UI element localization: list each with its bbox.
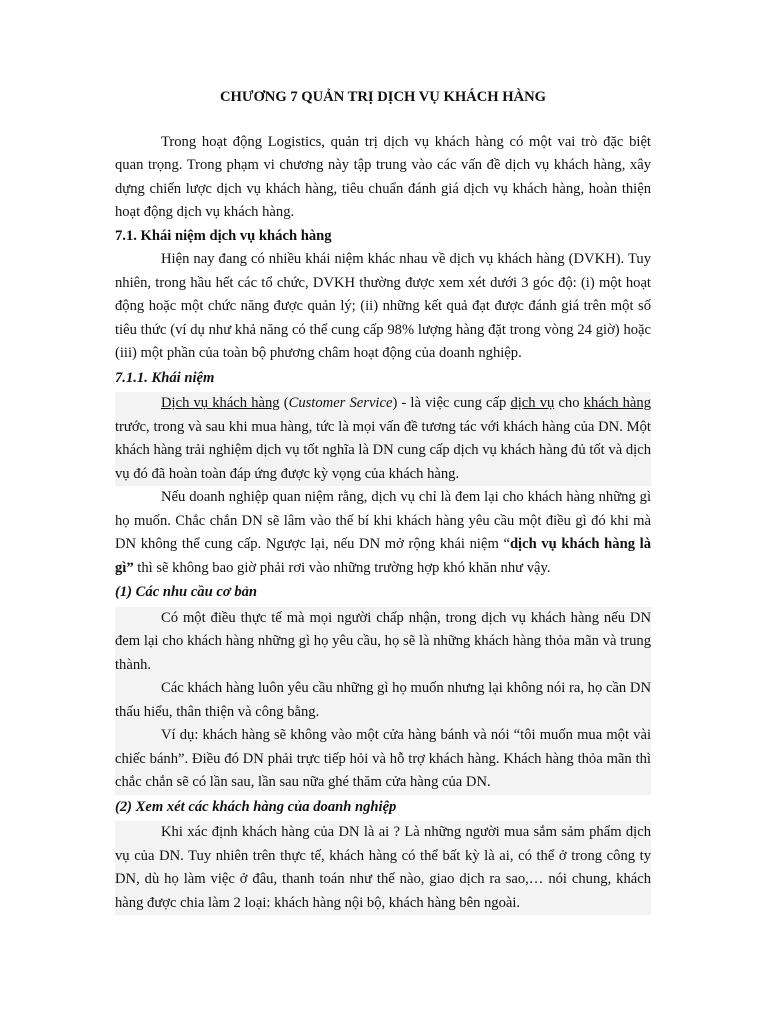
heading-customers: (2) Xem xét các khách hàng của doanh nghiệp (115, 798, 397, 815)
definition-paragraph: Dịch vụ khách hàng (Customer Service) - là việc cung cấp dịch vụ cho khách hàng trước, trong và sau khi mua hàng, tức là mọi vấn đề tương tác với khách hàng của DN. Một khách hàng trải nghiệm dịch vụ tốt nghĩa là DN cung cấp dịch vụ khách hàng đủ tốt và dịch vụ đó đã hoàn toàn đáp ứng được kỳ vọng của khách hàng. (115, 392, 651, 486)
heading-basic-needs: (1) Các nhu cầu cơ bản (115, 584, 258, 600)
section-7-1-paragraph: Hiện nay đang có nhiều khái niệm khác nhau về dịch vụ khách hàng (DVKH). Tuy nhiên, trong hầu hết các tổ chức, DVKH thường được xem xét dưới 3 góc độ: (i) một hoạt động hoặc một chức năng được quản lý; (ii) những kết quả đạt được đánh giá trên một số tiêu thức (ví dụ như khả năng có thể cung cấp 98% lượng hàng đặt trong vòng 24 giờ) hoặc (iii) một phần của toàn bộ phương châm hoạt động của doanh nghiệp. (115, 251, 651, 361)
document-page (115, 86, 651, 915)
customers-paragraph-1: Khi xác định khách hàng của DN là ai ? Là những người mua sắm sảm phẩm dịch vụ của DN. Tuy nhiên trên thực tế, khách hàng có thể bất kỳ là ai, có thể ở trong công ty DN, dù họ làm việc ở đâu, thanh toán như thế nào, giao dịch ra sao,… nói chung, khách hàng được chia làm 2 loại: khách hàng nội bộ, khách hàng bên ngoài. (115, 821, 651, 915)
needs-paragraph-2: Các khách hàng luôn yêu cầu những gì họ muốn nhưng lại không nói ra, họ cần DN thấu hiểu, thân thiện và công bằng. (115, 677, 651, 724)
definition-term-link[interactable]: Dịch vụ khách hàng (161, 395, 280, 411)
section-heading-7-1: 7.1. Khái niệm dịch vụ khách hàng (115, 227, 332, 244)
needs-paragraph-1: Có một điều thực tế mà mọi người chấp nhận, trong dịch vụ khách hàng nếu DN đem lại cho khách hàng những gì họ yêu cầu, họ sẽ là những khách hàng thỏa mãn và trung thành. (115, 607, 651, 678)
definition-text-rest: trước, trong và sau khi mua hàng, tức là mọi vấn đề tương tác với khách hàng của DN. Một khách hàng trải nghiệm dịch vụ tốt nghĩa là DN cung cấp dịch vụ khách hàng đủ tốt và dịch vụ đó đã hoàn toàn đáp ứng được kỳ vọng của khách hàng. (115, 418, 651, 482)
needs-paragraph-3: Ví dụ: khách hàng sẽ không vào một cửa hàng bánh và nói “tôi muốn mua một vài chiếc bánh”. Điều đó DN phải trực tiếp hỏi và hỗ trợ khách hàng. Khách hàng thỏa mãn thì chắc chắn sẽ có lần sau, lần sau nữa ghé thăm cửa hàng của DN. (115, 724, 651, 795)
definition-text-mid: ) - là việc cung cấp (392, 395, 511, 411)
concept-paragraph-2 (115, 486, 651, 580)
intro-paragraph: Trong hoạt động Logistics, quản trị dịch vụ khách hàng có một vai trò đặc biệt quan trọng. Trong phạm vi chương này tập trung vào các vấn đề dịch vụ khách hàng, xây dựng chiến lược dịch vụ khách hàng, tiêu chuẩn đánh giá dịch vụ khách hàng, hoàn thiện hoạt động dịch vụ khách hàng. (115, 133, 651, 220)
section-heading-7-1-1: 7.1.1. Khái niệm (115, 369, 215, 386)
definition-english-term: Customer Service (288, 395, 393, 411)
concept-text-end: thì sẽ không bao giờ phải rơi vào những trường hợp khó khăn như vậy. (133, 559, 551, 576)
chapter-title: CHƯƠNG 7 QUẢN TRỊ DỊCH VỤ KHÁCH HÀNG (219, 89, 547, 105)
khach-hang-link[interactable]: khách hàng (583, 395, 651, 411)
concept-text-start: Nếu doanh nghiệp quan niệm rằng, dịch vụ chỉ là đem lại cho khách hàng những gì họ muốn. Chắc chắn DN sẽ lâm vào thế bí khi khách hàng yêu cầu một điều gì đó khi mà DN không thể cung cấp. Ngược lại, nếu DN mở rộng khái niệm “ (115, 489, 651, 552)
definition-text-for: cho (554, 395, 584, 411)
concept-bold-phrase: dịch vụ khách hàng là gì” (115, 536, 651, 576)
dich-vu-link[interactable]: dịch vụ (510, 395, 555, 411)
